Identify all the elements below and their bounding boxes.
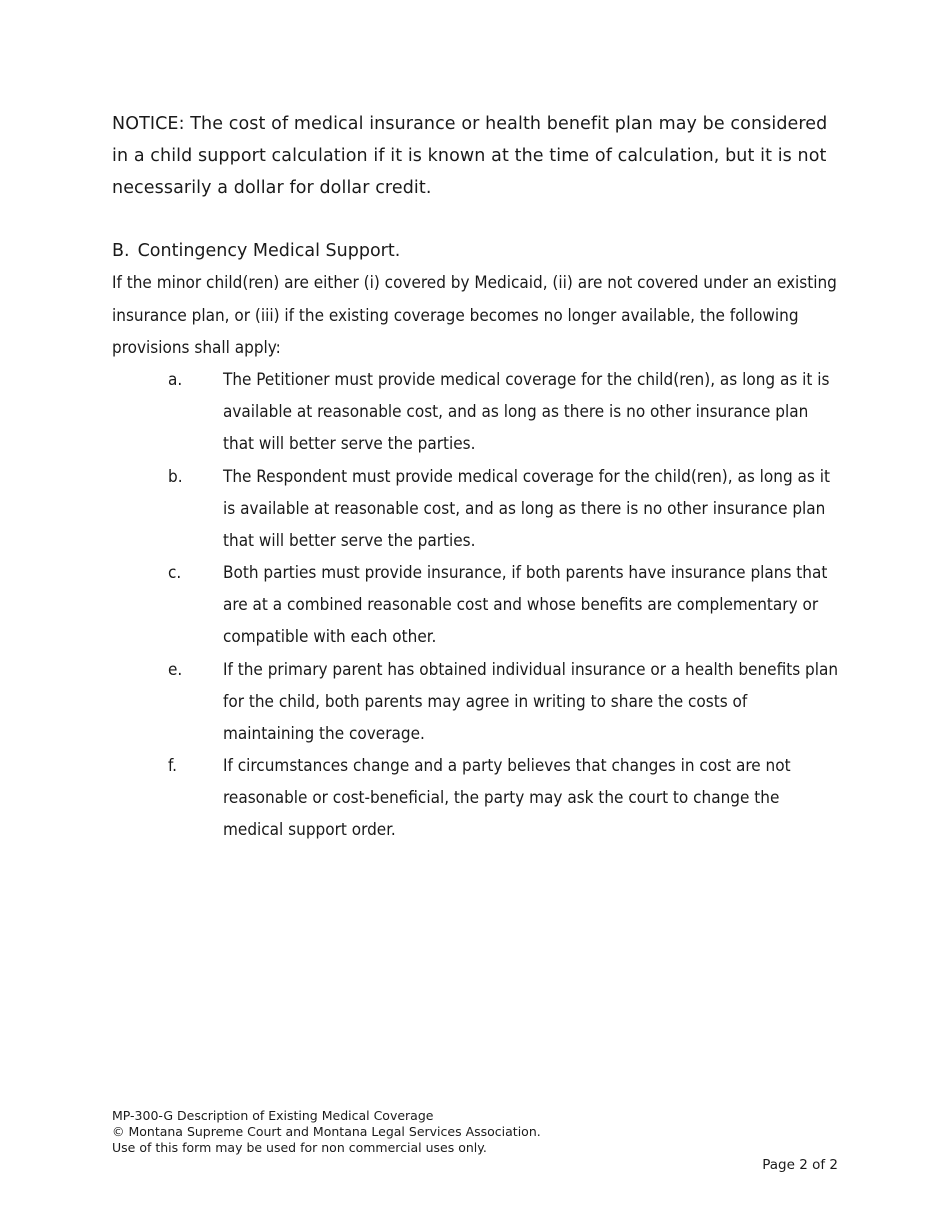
notice-paragraph: NOTICE: The cost of medical insurance or health benefit plan may be considered in a child support calculation if it is known at the time of calculation, but it is not necessarily a dollar for dollar credit.	[112, 114, 828, 198]
provisions-list	[0, 364, 950, 847]
list-item	[0, 654, 950, 750]
section-heading	[112, 236, 400, 266]
page-footer	[112, 1108, 541, 1156]
list-marker: c.	[168, 563, 182, 583]
list-marker: b.	[168, 466, 183, 487]
list-item	[0, 750, 950, 846]
footer-form-title: MP-300-G Description of Existing Medical Coverage	[112, 1108, 434, 1123]
list-item-text: If circumstances change and a party believes that changes in cost are not reasonable or cost-beneficial, the party may ask the court to change the medical support order.	[223, 756, 791, 840]
list-item	[0, 557, 950, 653]
list-marker: a.	[168, 370, 183, 390]
list-item	[0, 364, 950, 460]
list-item-text: Both parties must provide insurance, if both parents have insurance plans that are at a combined reasonable cost and whose benefits are complementary or compatible with each other.	[223, 563, 828, 647]
footer-usage-note: Use of this form may be used for non commercial uses only.	[112, 1140, 487, 1155]
section-title: Contingency Medical Support.	[137, 241, 401, 261]
page-number: Page 2 of 2	[762, 1157, 838, 1173]
list-item-text: The Respondent must provide medical coverage for the child(ren), as long as it is available at reasonable cost, and as long as there is no other insurance plan that will better serve the parties.	[223, 466, 830, 551]
list-marker: f.	[168, 756, 177, 776]
footer-copyright: © Montana Supreme Court and Montana Legal Services Association.	[112, 1124, 541, 1139]
list-item-text: If the primary parent has obtained individual insurance or a health benefits plan for the child, both parents may agree in writing to share the costs of maintaining the coverage.	[223, 659, 839, 744]
list-item-text: The Petitioner must provide medical coverage for the child(ren), as long as it is available at reasonable cost, and as long as there is no other insurance plan that will better serve the parties.	[223, 370, 830, 454]
section-letter: B.	[112, 241, 130, 261]
section-intro: If the minor child(ren) are either (i) covered by Medicaid, (ii) are not covered under an existing insurance plan, or (iii) if the existing coverage becomes no longer available, the following provisions shall apply:	[112, 273, 837, 358]
list-marker: e.	[168, 659, 183, 680]
list-item	[0, 461, 950, 557]
